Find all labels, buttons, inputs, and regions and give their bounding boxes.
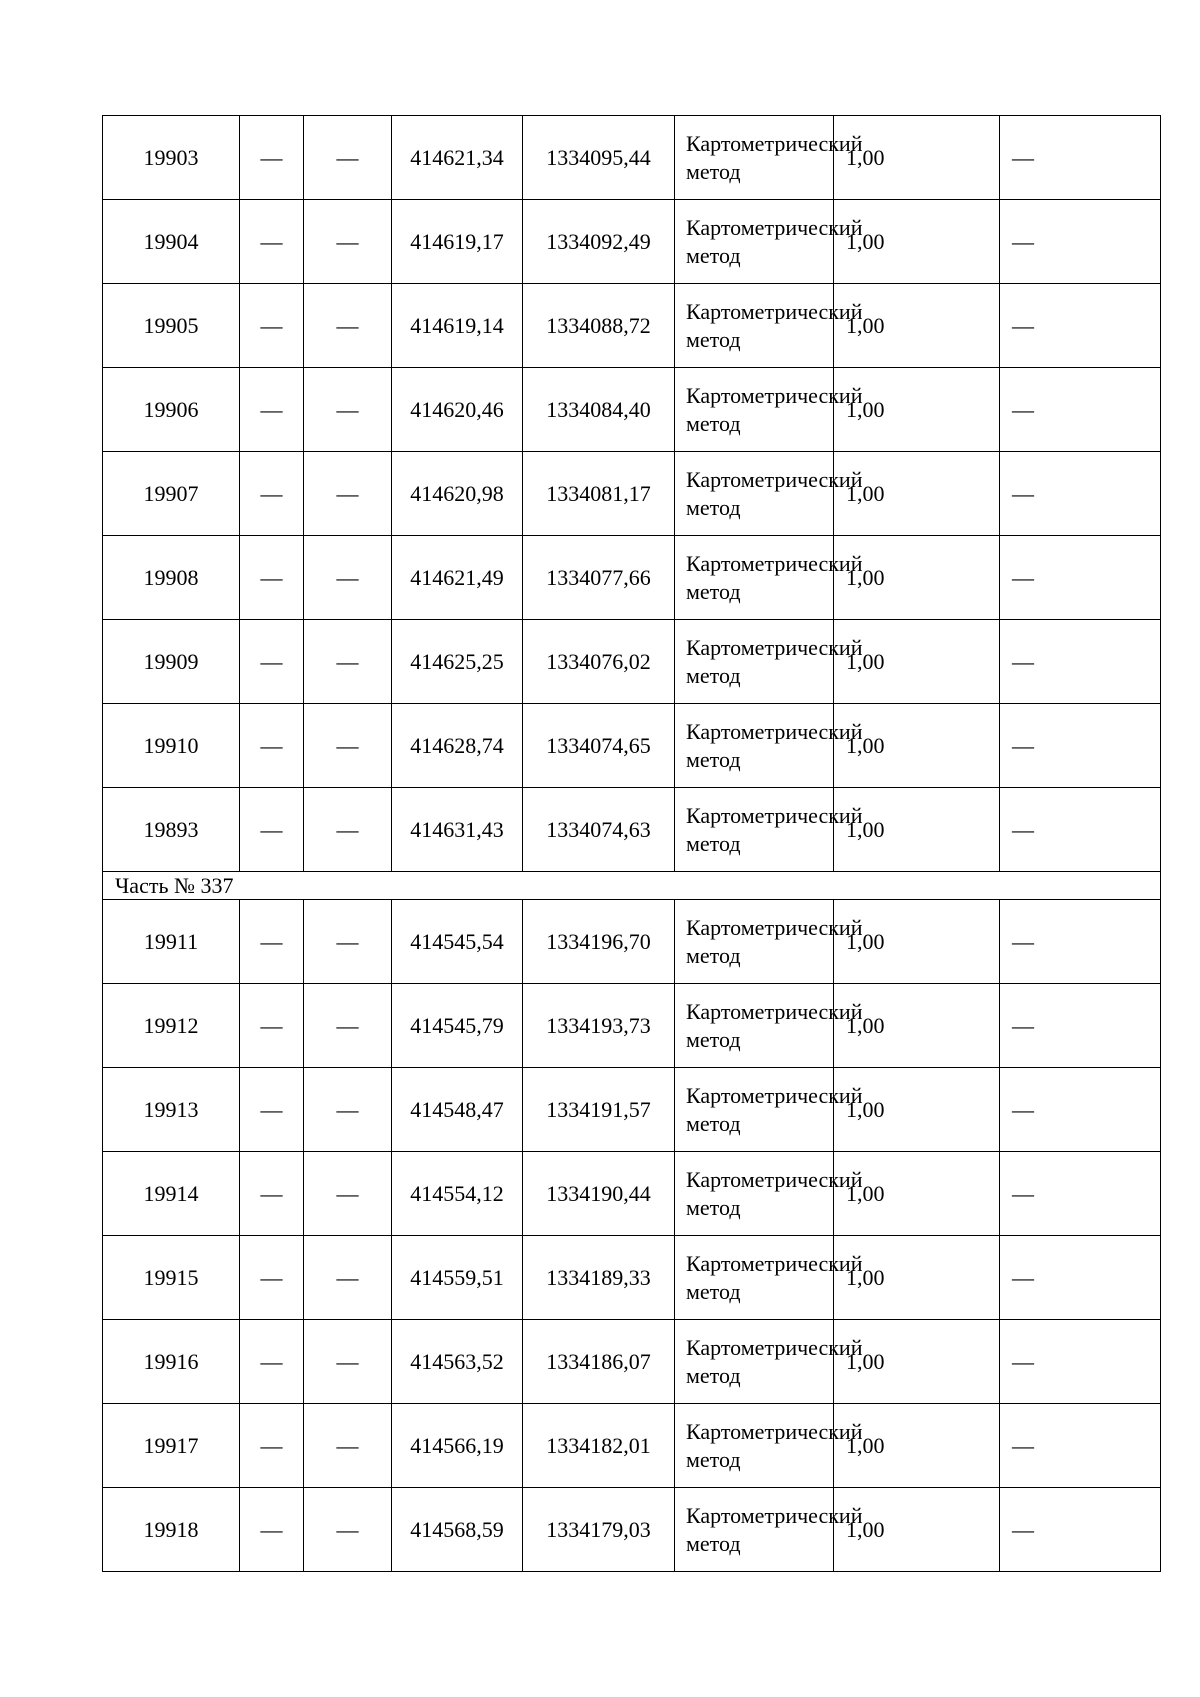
point-number-cell: 19907 (103, 452, 240, 536)
old-y-cell: — (304, 1068, 392, 1152)
accuracy-cell: 1,00 (834, 1404, 1000, 1488)
y-coordinate-cell: 1334095,44 (523, 116, 675, 200)
method-cell: Картометрический метод (675, 536, 834, 620)
x-coordinate-cell: 414621,34 (392, 116, 523, 200)
old-y-cell: — (304, 704, 392, 788)
table-row (103, 368, 1161, 452)
old-y-cell: — (304, 116, 392, 200)
old-y-cell: — (304, 984, 392, 1068)
old-x-cell: — (240, 1068, 304, 1152)
x-coordinate-cell: 414563,52 (392, 1320, 523, 1404)
method-cell: Картометрический метод (675, 620, 834, 704)
old-y-cell: — (304, 1488, 392, 1572)
method-cell: Картометрический метод (675, 704, 834, 788)
coordinates-table (102, 115, 1161, 1572)
accuracy-cell: 1,00 (834, 1152, 1000, 1236)
table-row (103, 1152, 1161, 1236)
old-y-cell: — (304, 200, 392, 284)
table-row (103, 620, 1161, 704)
x-coordinate-cell: 414625,25 (392, 620, 523, 704)
method-cell: Картометрический метод (675, 788, 834, 872)
description-cell: — (1000, 200, 1161, 284)
x-coordinate-cell: 414566,19 (392, 1404, 523, 1488)
y-coordinate-cell: 1334077,66 (523, 536, 675, 620)
table-row (103, 284, 1161, 368)
point-number-cell: 19913 (103, 1068, 240, 1152)
old-y-cell: — (304, 1152, 392, 1236)
accuracy-cell: 1,00 (834, 788, 1000, 872)
description-cell: — (1000, 368, 1161, 452)
y-coordinate-cell: 1334191,57 (523, 1068, 675, 1152)
table-row (103, 984, 1161, 1068)
method-cell: Картометрический метод (675, 1152, 834, 1236)
y-coordinate-cell: 1334189,33 (523, 1236, 675, 1320)
method-cell: Картометрический метод (675, 984, 834, 1068)
table-row (103, 1488, 1161, 1572)
old-y-cell: — (304, 536, 392, 620)
point-number-cell: 19912 (103, 984, 240, 1068)
old-x-cell: — (240, 984, 304, 1068)
point-number-cell: 19918 (103, 1488, 240, 1572)
x-coordinate-cell: 414559,51 (392, 1236, 523, 1320)
table-row (103, 452, 1161, 536)
table-row (103, 704, 1161, 788)
accuracy-cell: 1,00 (834, 116, 1000, 200)
x-coordinate-cell: 414620,98 (392, 452, 523, 536)
method-cell: Картометрический метод (675, 1068, 834, 1152)
point-number-cell: 19905 (103, 284, 240, 368)
old-y-cell: — (304, 620, 392, 704)
old-x-cell: — (240, 452, 304, 536)
point-number-cell: 19903 (103, 116, 240, 200)
x-coordinate-cell: 414568,59 (392, 1488, 523, 1572)
method-cell: Картометрический метод (675, 116, 834, 200)
point-number-cell: 19904 (103, 200, 240, 284)
y-coordinate-cell: 1334092,49 (523, 200, 675, 284)
description-cell: — (1000, 788, 1161, 872)
old-x-cell: — (240, 536, 304, 620)
old-y-cell: — (304, 452, 392, 536)
y-coordinate-cell: 1334084,40 (523, 368, 675, 452)
accuracy-cell: 1,00 (834, 452, 1000, 536)
table-row (103, 1320, 1161, 1404)
point-number-cell: 19906 (103, 368, 240, 452)
x-coordinate-cell: 414628,74 (392, 704, 523, 788)
x-coordinate-cell: 414619,14 (392, 284, 523, 368)
old-x-cell: — (240, 1404, 304, 1488)
description-cell: — (1000, 704, 1161, 788)
point-number-cell: 19916 (103, 1320, 240, 1404)
method-cell: Картометрический метод (675, 200, 834, 284)
description-cell: — (1000, 1488, 1161, 1572)
description-cell: — (1000, 1068, 1161, 1152)
old-y-cell: — (304, 368, 392, 452)
y-coordinate-cell: 1334088,72 (523, 284, 675, 368)
method-cell: Картометрический метод (675, 1488, 834, 1572)
description-cell: — (1000, 620, 1161, 704)
old-x-cell: — (240, 620, 304, 704)
point-number-cell: 19911 (103, 900, 240, 984)
description-cell: — (1000, 1152, 1161, 1236)
old-x-cell: — (240, 1236, 304, 1320)
old-x-cell: — (240, 1152, 304, 1236)
accuracy-cell: 1,00 (834, 368, 1000, 452)
y-coordinate-cell: 1334190,44 (523, 1152, 675, 1236)
old-x-cell: — (240, 116, 304, 200)
y-coordinate-cell: 1334179,03 (523, 1488, 675, 1572)
method-cell: Картометрический метод (675, 368, 834, 452)
accuracy-cell: 1,00 (834, 200, 1000, 284)
old-x-cell: — (240, 788, 304, 872)
point-number-cell: 19893 (103, 788, 240, 872)
x-coordinate-cell: 414548,47 (392, 1068, 523, 1152)
x-coordinate-cell: 414621,49 (392, 536, 523, 620)
point-number-cell: 19909 (103, 620, 240, 704)
description-cell: — (1000, 284, 1161, 368)
point-number-cell: 19908 (103, 536, 240, 620)
old-x-cell: — (240, 704, 304, 788)
x-coordinate-cell: 414554,12 (392, 1152, 523, 1236)
point-number-cell: 19914 (103, 1152, 240, 1236)
point-number-cell: 19915 (103, 1236, 240, 1320)
old-x-cell: — (240, 368, 304, 452)
description-cell: — (1000, 116, 1161, 200)
table-row (103, 1236, 1161, 1320)
old-y-cell: — (304, 788, 392, 872)
old-x-cell: — (240, 1320, 304, 1404)
description-cell: — (1000, 984, 1161, 1068)
x-coordinate-cell: 414545,79 (392, 984, 523, 1068)
method-cell: Картометрический метод (675, 284, 834, 368)
old-y-cell: — (304, 1236, 392, 1320)
method-cell: Картометрический метод (675, 452, 834, 536)
point-number-cell: 19917 (103, 1404, 240, 1488)
y-coordinate-cell: 1334186,07 (523, 1320, 675, 1404)
accuracy-cell: 1,00 (834, 1488, 1000, 1572)
table-row (103, 116, 1161, 200)
section-header-row (103, 872, 1161, 900)
description-cell: — (1000, 1404, 1161, 1488)
y-coordinate-cell: 1334196,70 (523, 900, 675, 984)
table-row (103, 900, 1161, 984)
table-row (103, 788, 1161, 872)
old-x-cell: — (240, 900, 304, 984)
accuracy-cell: 1,00 (834, 1236, 1000, 1320)
method-cell: Картометрический метод (675, 1320, 834, 1404)
accuracy-cell: 1,00 (834, 1068, 1000, 1152)
old-y-cell: — (304, 900, 392, 984)
y-coordinate-cell: 1334081,17 (523, 452, 675, 536)
x-coordinate-cell: 414545,54 (392, 900, 523, 984)
description-cell: — (1000, 452, 1161, 536)
x-coordinate-cell: 414619,17 (392, 200, 523, 284)
accuracy-cell: 1,00 (834, 704, 1000, 788)
old-y-cell: — (304, 1404, 392, 1488)
accuracy-cell: 1,00 (834, 900, 1000, 984)
point-number-cell: 19910 (103, 704, 240, 788)
y-coordinate-cell: 1334074,65 (523, 704, 675, 788)
table-row (103, 536, 1161, 620)
method-cell: Картометрический метод (675, 900, 834, 984)
accuracy-cell: 1,00 (834, 984, 1000, 1068)
y-coordinate-cell: 1334182,01 (523, 1404, 675, 1488)
old-x-cell: — (240, 1488, 304, 1572)
description-cell: — (1000, 1236, 1161, 1320)
old-x-cell: — (240, 284, 304, 368)
x-coordinate-cell: 414631,43 (392, 788, 523, 872)
accuracy-cell: 1,00 (834, 536, 1000, 620)
old-x-cell: — (240, 200, 304, 284)
method-cell: Картометрический метод (675, 1404, 834, 1488)
accuracy-cell: 1,00 (834, 620, 1000, 704)
accuracy-cell: 1,00 (834, 284, 1000, 368)
description-cell: — (1000, 1320, 1161, 1404)
table-row (103, 1404, 1161, 1488)
section-title: Часть № 337 (103, 872, 1161, 900)
coordinates-table-body (103, 116, 1161, 1572)
description-cell: — (1000, 536, 1161, 620)
old-y-cell: — (304, 1320, 392, 1404)
y-coordinate-cell: 1334193,73 (523, 984, 675, 1068)
old-y-cell: — (304, 284, 392, 368)
y-coordinate-cell: 1334074,63 (523, 788, 675, 872)
method-cell: Картометрический метод (675, 1236, 834, 1320)
y-coordinate-cell: 1334076,02 (523, 620, 675, 704)
table-row (103, 200, 1161, 284)
x-coordinate-cell: 414620,46 (392, 368, 523, 452)
description-cell: — (1000, 900, 1161, 984)
accuracy-cell: 1,00 (834, 1320, 1000, 1404)
table-row (103, 1068, 1161, 1152)
